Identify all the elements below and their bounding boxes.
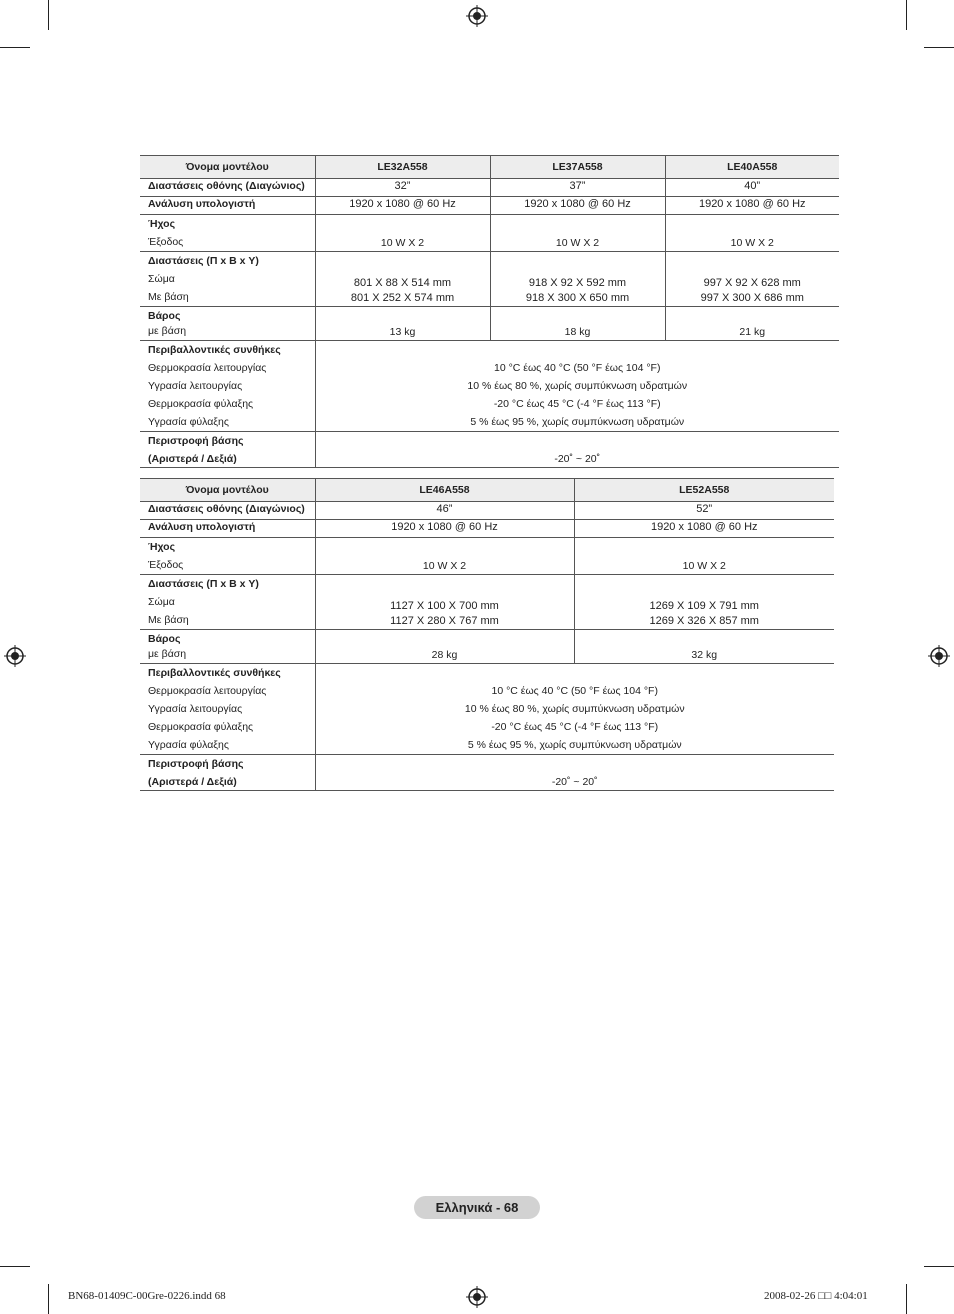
cell-value: 918 X 300 X 650 mm (525, 292, 630, 304)
table-row (140, 630, 834, 664)
cell-value: -20 °C έως 45 °C (-4 °F έως 113 °F) (493, 398, 661, 410)
row-sublabel: με βάση (148, 325, 187, 337)
registration-mark-icon (466, 1286, 488, 1308)
row-label: Ανάλυση υπολογιστή (148, 521, 256, 533)
cell-value: 21 kg (665, 307, 839, 341)
row-sublabel: Θερμοκρασία φύλαξης (148, 721, 254, 733)
table-row (140, 520, 834, 538)
row-sublabel: Υγρασία λειτουργίας (148, 703, 243, 715)
cell-value: 46” (315, 502, 574, 520)
cell-value: 10 W X 2 (574, 538, 834, 575)
cell-value: 997 X 92 X 628 mm (703, 277, 801, 289)
cell-value: 18 kg (490, 307, 665, 341)
cell-value: 28 kg (315, 630, 574, 664)
row-label: Περιβαλλοντικές συνθήκες (148, 344, 281, 356)
crop-mark (924, 1266, 954, 1267)
cell-value: -20˚ ~ 20˚ (315, 755, 834, 791)
table-row (140, 575, 834, 630)
header-model-name: Όνομα μοντέλου (140, 479, 315, 502)
cell-value: 997 X 300 X 686 mm (700, 292, 804, 304)
row-sublabel: Θερμοκρασία λειτουργίας (148, 685, 267, 697)
cell-value: 5 % έως 95 %, χωρίς συμπύκνωση υδρατμών (467, 739, 682, 751)
table-row (140, 502, 834, 520)
row-label: Βάρος (148, 310, 181, 322)
table-row (140, 197, 839, 215)
cell-value: 1269 X 326 X 857 mm (649, 615, 759, 627)
row-sublabel: Θερμοκρασία φύλαξης (148, 398, 254, 410)
cell-value: 10 W X 2 (315, 215, 490, 252)
crop-mark (0, 1266, 30, 1267)
cell-value: -20˚ ~ 20˚ (315, 432, 839, 468)
cell-value: 1920 x 1080 @ 60 Hz (574, 520, 834, 538)
spec-table-2 (140, 478, 834, 791)
cell-value: 10 % έως 80 %, χωρίς συμπύκνωση υδρατμών (467, 380, 688, 392)
header-model: LE32A558 (315, 156, 490, 179)
date-slug: 2008-02-26 □□ 4:04:01 (764, 1290, 868, 1302)
crop-mark (906, 1284, 907, 1314)
row-sublabel: Σώμα (148, 273, 175, 285)
registration-mark-icon (928, 645, 950, 667)
header-model: LE40A558 (665, 156, 839, 179)
row-label: Περιστροφή βάσης (148, 758, 244, 770)
cell-value: 1920 x 1080 @ 60 Hz (665, 197, 839, 215)
row-sublabel: Θερμοκρασία λειτουργίας (148, 362, 267, 374)
cell-value: 1269 X 109 X 791 mm (649, 600, 759, 612)
cell-value: 1920 x 1080 @ 60 Hz (315, 197, 490, 215)
table-row (140, 252, 839, 307)
header-model: LE52A558 (574, 479, 834, 502)
crop-mark (906, 0, 907, 30)
cell-value: 918 X 92 X 592 mm (528, 277, 627, 289)
row-sublabel: Σώμα (148, 596, 175, 608)
table-row (140, 755, 834, 791)
table-row (140, 664, 834, 755)
cell-value: 32 kg (574, 630, 834, 664)
header-model-name: Όνομα μοντέλου (140, 156, 315, 179)
cell-value: 801 X 252 X 574 mm (350, 292, 455, 304)
cell-value: 13 kg (315, 307, 490, 341)
row-sublabel: Υγρασία λειτουργίας (148, 380, 243, 392)
cell-value: 10 W X 2 (315, 538, 574, 575)
table-header-row (140, 156, 839, 179)
crop-mark (0, 47, 30, 48)
cell-value: 40” (665, 179, 839, 197)
row-label: Διαστάσεις οθόνης (Διαγώνιος) (148, 503, 305, 515)
cell-value: 1920 x 1080 @ 60 Hz (490, 197, 665, 215)
crop-mark (924, 47, 954, 48)
table-row (140, 432, 839, 468)
registration-mark-icon (4, 645, 26, 667)
spec-table-1 (140, 155, 839, 468)
cell-value: 1127 X 100 X 700 mm (390, 600, 499, 612)
crop-mark (48, 1284, 49, 1314)
table-row (140, 215, 839, 252)
registration-mark-icon (466, 5, 488, 27)
row-label: Περιβαλλοντικές συνθήκες (148, 667, 281, 679)
row-label: Περιστροφή βάσης (148, 435, 244, 447)
cell-value: -20 °C έως 45 °C (-4 °F έως 113 °F) (491, 721, 659, 733)
cell-value: 52” (574, 502, 834, 520)
cell-value: 5 % έως 95 %, χωρίς συμπύκνωση υδρατμών (470, 416, 685, 428)
row-label: Διαστάσεις (Π x Β x Υ) (148, 255, 259, 267)
cell-value: 10 °C έως 40 °C (50 °F έως 104 °F) (494, 362, 661, 374)
cell-value: 10 °C έως 40 °C (50 °F έως 104 °F) (491, 685, 658, 697)
row-label: Βάρος (148, 633, 181, 645)
row-label: Διαστάσεις οθόνης (Διαγώνιος) (148, 180, 305, 192)
header-model: LE37A558 (490, 156, 665, 179)
table-row (140, 179, 839, 197)
cell-value: 1920 x 1080 @ 60 Hz (315, 520, 574, 538)
row-sublabel: με βάση (148, 648, 187, 660)
row-sublabel: (Αριστερά / Δεξιά) (148, 453, 237, 465)
cell-value: 10 W X 2 (665, 215, 839, 252)
row-label: Ήχος (148, 218, 176, 230)
table-row (140, 307, 839, 341)
row-sublabel: Με βάση (148, 614, 189, 626)
cell-value: 1127 X 280 X 767 mm (390, 615, 499, 627)
header-model: LE46A558 (315, 479, 574, 502)
table-row (140, 538, 834, 575)
row-label: Διαστάσεις (Π x Β x Υ) (148, 578, 259, 590)
table-row (140, 341, 839, 432)
row-label: Ήχος (148, 541, 176, 553)
row-sublabel: Έξοδος (148, 559, 184, 571)
row-sublabel: (Αριστερά / Δεξιά) (148, 776, 237, 788)
file-slug: BN68-01409C-00Gre-0226.indd 68 (68, 1290, 226, 1302)
page-number-badge: Ελληνικά - 68 (414, 1196, 540, 1219)
row-sublabel: Με βάση (148, 291, 189, 303)
cell-value: 10 % έως 80 %, χωρίς συμπύκνωση υδρατμών (464, 703, 685, 715)
row-sublabel: Υγρασία φύλαξης (148, 416, 229, 428)
crop-mark (48, 0, 49, 30)
row-label: Ανάλυση υπολογιστή (148, 198, 256, 210)
cell-value: 32” (315, 179, 490, 197)
cell-value: 37” (490, 179, 665, 197)
cell-value: 10 W X 2 (490, 215, 665, 252)
table-header-row (140, 479, 834, 502)
cell-value: 801 X 88 X 514 mm (353, 277, 452, 289)
row-sublabel: Έξοδος (148, 236, 184, 248)
row-sublabel: Υγρασία φύλαξης (148, 739, 229, 751)
